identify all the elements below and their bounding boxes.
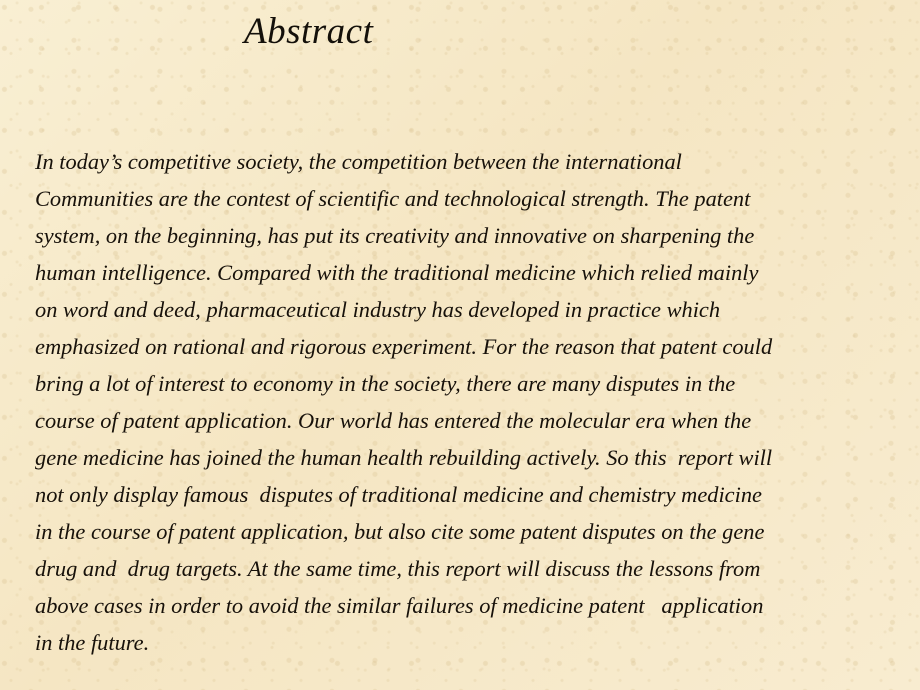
abstract-line: system, on the beginning, has put its creativity and innovative on sharpening the [35, 223, 755, 248]
abstract-line: human intelligence. Compared with the traditional medicine which relied mainly [35, 260, 759, 285]
abstract-line: in the future. [35, 630, 150, 655]
abstract-line: bring a lot of interest to economy in the society, there are many disputes in the [35, 371, 736, 396]
abstract-line: In today’s competitive society, the competition between the international [35, 149, 682, 174]
abstract-line: course of patent application. Our world has entered the molecular era when the [35, 408, 752, 433]
abstract-line: on word and deed, pharmaceutical industry has developed in practice which [35, 297, 721, 322]
abstract-line: drug and drug targets. At the same time, this report will discuss the lessons from [35, 556, 761, 581]
abstract-body [35, 143, 915, 661]
slide-title: Abstract [244, 11, 374, 52]
abstract-line: in the course of patent application, but also cite some patent disputes on the gene [35, 519, 765, 544]
abstract-line: gene medicine has joined the human health rebuilding actively. So this report will [35, 445, 773, 470]
abstract-line: Communities are the contest of scientific and technological strength. The patent [35, 186, 751, 211]
abstract-line: above cases in order to avoid the similar failures of medicine patent application [35, 593, 764, 618]
abstract-line: emphasized on rational and rigorous experiment. For the reason that patent could [35, 334, 773, 359]
abstract-line: not only display famous disputes of traditional medicine and chemistry medicine [35, 482, 762, 507]
